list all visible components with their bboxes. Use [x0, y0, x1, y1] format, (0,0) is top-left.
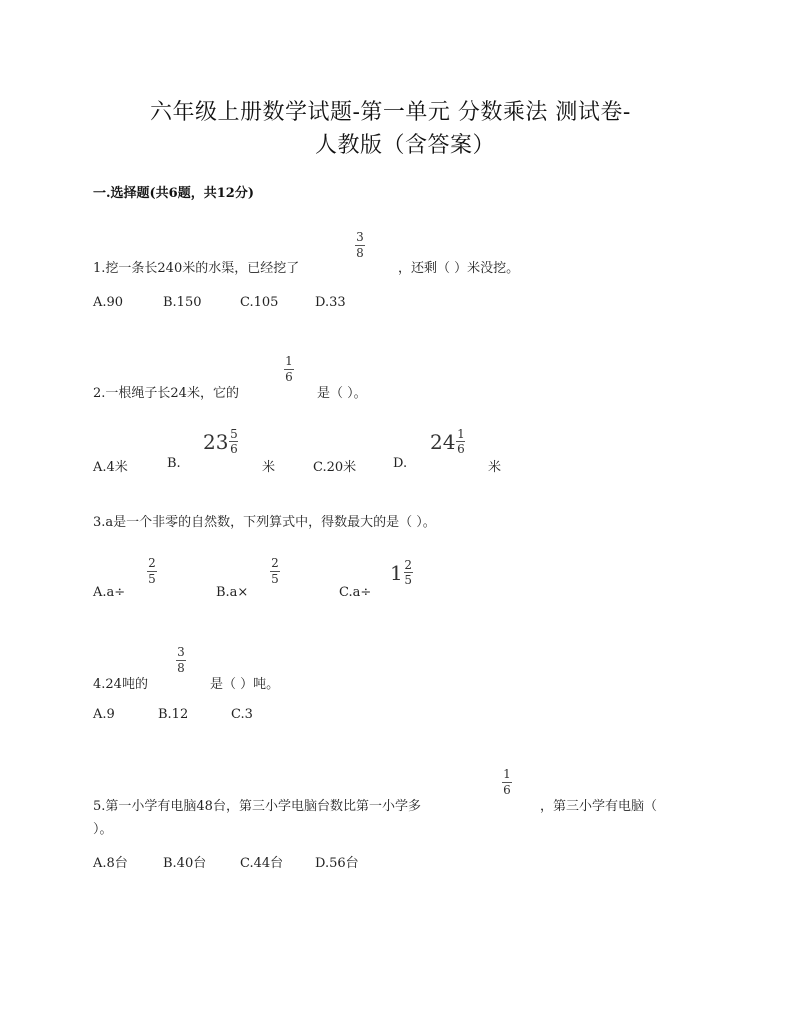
- question-1-fraction: [355, 231, 365, 260]
- fraction-denominator: 6: [503, 783, 511, 797]
- question-2-option-b-mixed-number: [203, 428, 238, 455]
- question-5-text: 5.第一小学有电脑48台，第三小学电脑台数比第一小学多: [93, 799, 421, 814]
- question-1-text-after: ，还剩（ ）米没挖。: [398, 261, 520, 276]
- question-4-option-b[interactable]: B.12: [158, 707, 189, 722]
- fraction-numerator: 5: [230, 427, 238, 441]
- question-5-option-a[interactable]: A.8台: [93, 856, 128, 871]
- question-2-option-d-mixed-number: [430, 428, 465, 455]
- question-3-text: 3.a是一个非零的自然数，下列算式中，得数最大的是（ ）。: [93, 515, 436, 530]
- page-title-line1: 六年级上册数学试题-第一单元 分数乘法 测试卷-: [150, 100, 631, 125]
- question-1-option-c[interactable]: C.105: [240, 295, 279, 310]
- question-2-text-after: 是（ ）。: [317, 386, 367, 401]
- fraction-numerator: 3: [177, 645, 185, 659]
- question-5-text-line2: ）。: [93, 822, 113, 837]
- page-title-line2: 人教版（含答案）: [315, 133, 496, 158]
- question-1-text: 1.挖一条长240米的水渠，已经挖了: [93, 261, 300, 276]
- question-2-option-a[interactable]: A.4米: [93, 460, 128, 475]
- question-1-option-a[interactable]: A.90: [93, 295, 124, 310]
- fraction-denominator: 6: [457, 442, 465, 456]
- fraction-denominator: 6: [230, 442, 238, 456]
- question-2-option-b-label[interactable]: B.: [167, 456, 181, 471]
- question-4-option-a[interactable]: A.9: [93, 707, 115, 722]
- section-heading: 一.选择题(共6题，共12分): [93, 186, 254, 201]
- question-2-option-d-label[interactable]: D.: [393, 456, 408, 471]
- question-4-option-c[interactable]: C.3: [231, 707, 253, 722]
- fraction-denominator: 8: [177, 661, 185, 675]
- fraction-numerator: 1: [457, 427, 465, 441]
- fraction-denominator: 5: [404, 573, 413, 587]
- fraction-numerator: 1: [285, 354, 293, 368]
- fraction-numerator: 2: [404, 558, 413, 572]
- fraction-numerator: 2: [271, 556, 279, 570]
- question-5-fraction: [502, 768, 512, 797]
- question-4-text: 4.24吨的: [93, 677, 148, 692]
- mixed-whole: 24: [430, 429, 456, 454]
- fraction-denominator: 6: [285, 370, 293, 384]
- mixed-whole: 1: [390, 560, 403, 585]
- fraction-denominator: 5: [271, 572, 279, 586]
- question-2-fraction: [284, 355, 294, 384]
- question-2-option-b-unit: 米: [262, 460, 276, 475]
- question-1-option-b[interactable]: B.150: [163, 295, 202, 310]
- question-3-option-a-fraction: [147, 557, 157, 586]
- question-2-option-c[interactable]: C.20米: [313, 460, 357, 475]
- question-5-option-c[interactable]: C.44台: [240, 856, 284, 871]
- question-3-option-c-mixed-number: [390, 559, 413, 586]
- question-2-option-d-unit: 米: [488, 460, 502, 475]
- mixed-fraction: [456, 428, 465, 455]
- question-2-text: 2.一根绳子长24米，它的: [93, 386, 239, 401]
- question-4-text-after: 是（ ）吨。: [210, 677, 280, 692]
- fraction-denominator: 5: [148, 572, 156, 586]
- fraction-denominator: 8: [356, 246, 364, 260]
- question-5-option-b[interactable]: B.40台: [163, 856, 207, 871]
- question-3-option-a[interactable]: A.a÷: [93, 585, 126, 600]
- question-3-option-b[interactable]: B.a×: [216, 585, 249, 600]
- question-5-option-d[interactable]: D.56台: [315, 856, 359, 871]
- question-5-text-after: ，第三小学有电脑（: [540, 799, 658, 814]
- fraction-numerator: 2: [148, 556, 156, 570]
- mixed-fraction: [229, 428, 238, 455]
- mixed-fraction: [404, 559, 413, 586]
- fraction-numerator: 3: [356, 230, 364, 244]
- question-3-option-b-fraction: [270, 557, 280, 586]
- fraction-numerator: 1: [503, 767, 511, 781]
- question-4-fraction: [176, 646, 186, 675]
- question-3-option-c[interactable]: C.a÷: [339, 585, 372, 600]
- question-1-option-d[interactable]: D.33: [315, 295, 346, 310]
- mixed-whole: 23: [203, 429, 229, 454]
